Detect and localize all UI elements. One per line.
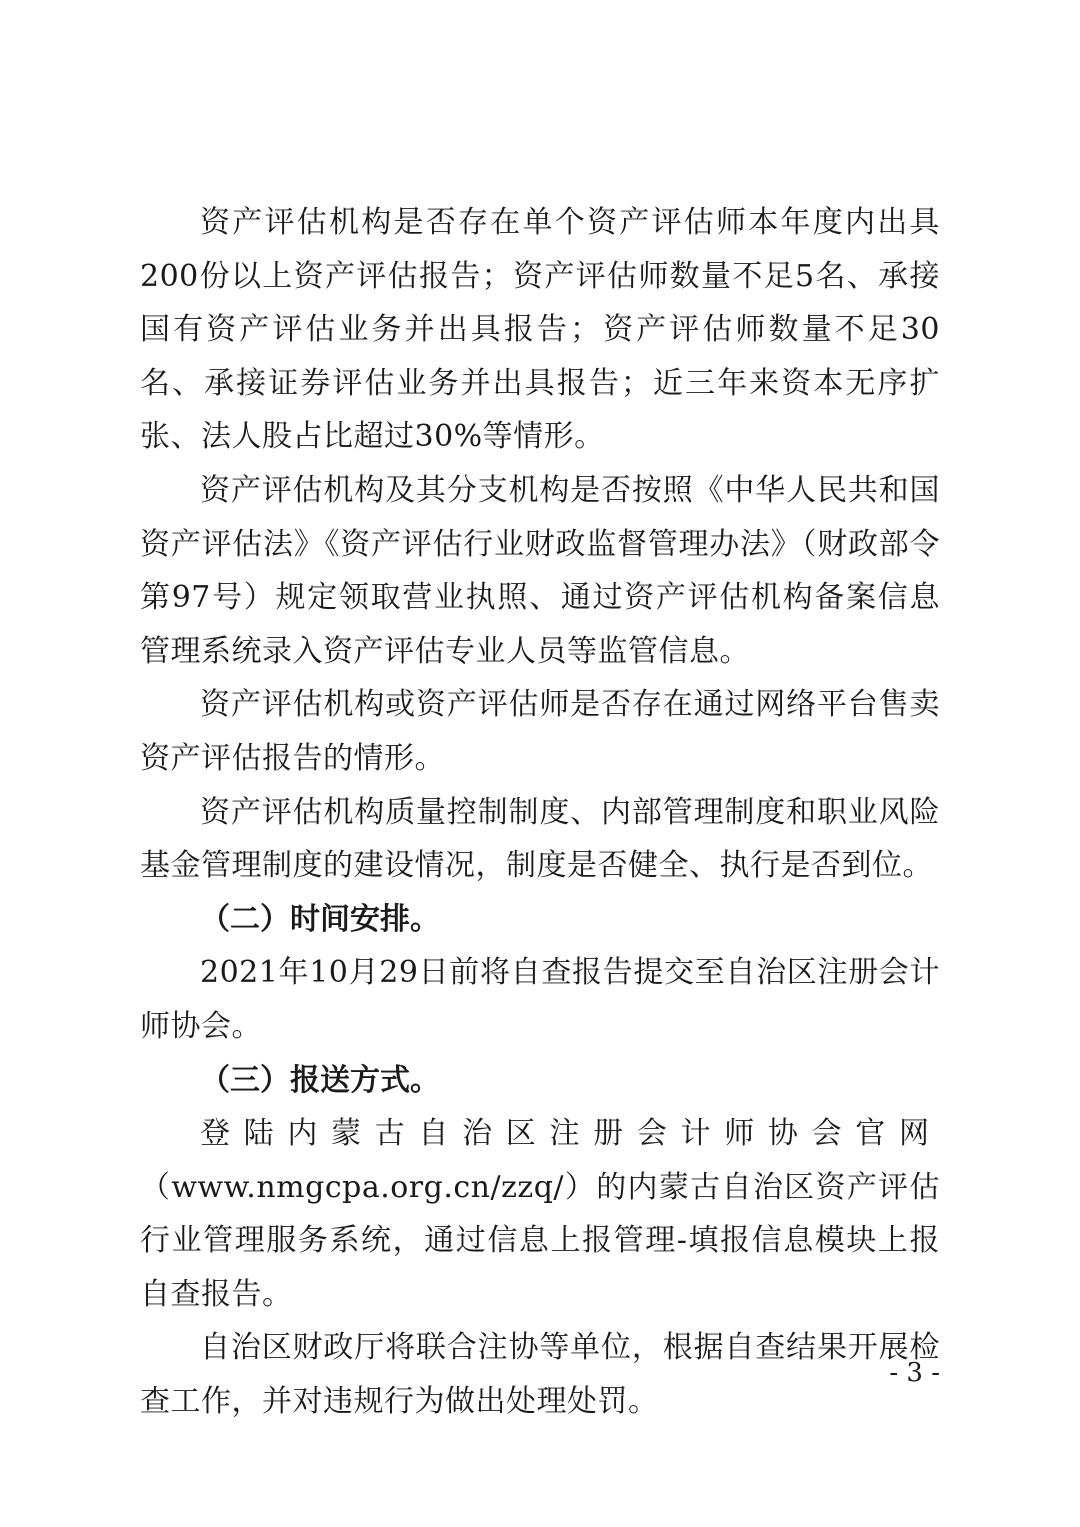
paragraph-management-systems: 资产评估机构质量控制制度、内部管理制度和职业风险基金管理制度的建设情况，制度是否健全、执行是否到位。 [140,794,940,884]
submission-method-line1: 登陆内蒙古自治区注册会计师协会官网 [200,1116,940,1152]
paragraph-compliance-requirements: 资产评估机构及其分支机构是否按照《中华人民共和国资产评估法》《资产评估行业财政监督管理办法》（财政部令第97号）规定领取营业执照、通过资产评估机构备案信息管理系统录入资产评估专业人员等监管信息。 [140,472,940,669]
paragraph-online-sales: 资产评估机构或资产评估师是否存在通过网络平台售卖资产评估报告的情形。 [140,687,940,776]
submission-method-rest: （www.nmgcpa.org.cn/zzq/）的内蒙古自治区资产评估行业管理服务系统，通过信息上报管理-填报信息模块上报自查报告。 [140,1169,940,1312]
heading-time-arrangement: （二）时间安排。 [200,901,440,937]
page-number: - 3 - [889,1358,940,1388]
paragraph-inspection-notice: 自治区财政厅将联合注协等单位，根据自查结果开展检查工作，并对违规行为做出处理处罚。 [140,1330,940,1420]
document-body [140,196,940,1429]
paragraph-self-check-situations: 资产评估机构是否存在单个资产评估师本年度内出具200份以上资产评估报告；资产评估师数量不足5名、承接国有资产评估业务并出具报告；资产评估师数量不足30名、承接证券评估业务并出具报告；近三年来资本无序扩张、法人股占比超过30%等情形。 [140,205,940,455]
paragraph-submission-method [140,1107,940,1321]
paragraph-deadline: 2021年10月29日前将自查报告提交至自治区注册会计师协会。 [140,955,940,1044]
heading-submission-method: （三）报送方式。 [200,1062,440,1098]
